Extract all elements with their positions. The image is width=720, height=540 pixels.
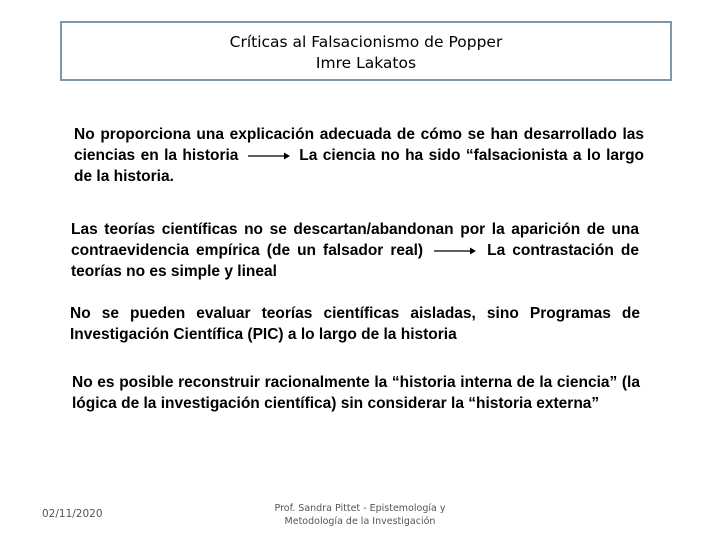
paragraph-theories-conclusion: La contrastación de teorías no es simple y lineal: [71, 242, 640, 280]
slide-subtitle: Imre Lakatos: [315, 54, 417, 72]
footer-credit-line1: Prof. Sandra Pittet - Epistemología y: [274, 503, 446, 514]
footer-credit: [255, 502, 465, 528]
slide-title: Críticas al Falsacionismo de Popper: [229, 33, 503, 51]
slide-title-box: [60, 21, 672, 81]
arrow-right-icon: [248, 151, 290, 161]
arrow-right-icon: [434, 246, 476, 256]
paragraph-history: No es posible reconstruir racionalmente la “historia interna de la ciencia” (la lógica de la investigación científica) sin considerar la “historia externa”: [72, 374, 640, 412]
paragraph-theories: [71, 219, 639, 282]
paragraph-theories-text: Las teorías científicas no se descartan/abandonan por la aparición de una contraevidencia empírica (de un falsador real): [71, 221, 639, 259]
paragraph-explanation-conclusion: La ciencia no ha sido “falsacionista a lo largo de la historia.: [74, 147, 645, 185]
footer-date: 02/11/2020: [42, 508, 103, 520]
paragraph-explanation: [74, 124, 644, 187]
paragraph-explanation-text: No proporciona una explicación adecuada de cómo se han desarrollado las ciencias en la historia: [74, 126, 644, 164]
paragraph-programs: No se pueden evaluar teorías científicas aisladas, sino Programas de Investigación Científica (PIC) a lo largo de la historia: [70, 305, 640, 343]
footer-credit-line2: Metodología de la Investigación: [284, 516, 436, 527]
